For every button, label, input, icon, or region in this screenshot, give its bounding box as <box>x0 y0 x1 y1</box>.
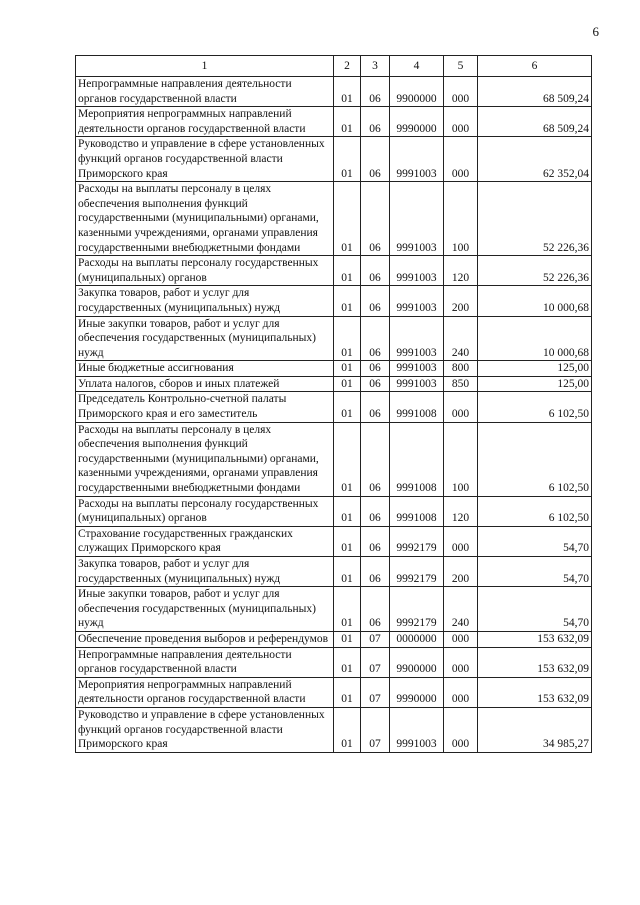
row-subsection: 06 <box>361 496 390 526</box>
table-row <box>76 631 592 647</box>
row-amount: 52 226,36 <box>478 182 592 256</box>
table-row <box>76 316 592 361</box>
row-target-article: 9990000 <box>390 107 444 137</box>
table-row <box>76 286 592 316</box>
column-header: 3 <box>361 56 390 77</box>
column-header: 6 <box>478 56 592 77</box>
table-row <box>76 496 592 526</box>
row-amount: 54,70 <box>478 526 592 556</box>
row-section: 01 <box>334 316 361 361</box>
row-name: Руководство и управление в сфере установленных функций органов государственной власти Приморского края <box>76 707 334 752</box>
row-target-article: 9900000 <box>390 77 444 107</box>
row-subsection: 06 <box>361 107 390 137</box>
row-target-article: 9991003 <box>390 316 444 361</box>
row-amount: 62 352,04 <box>478 137 592 182</box>
row-name: Обеспечение проведения выборов и референдумов <box>76 631 334 647</box>
table-row <box>76 392 592 422</box>
row-subsection: 06 <box>361 557 390 587</box>
row-name: Закупка товаров, работ и услуг для государственных (муниципальных) нужд <box>76 557 334 587</box>
row-target-article: 9900000 <box>390 647 444 677</box>
row-section: 01 <box>334 496 361 526</box>
row-amount: 68 509,24 <box>478 77 592 107</box>
row-section: 01 <box>334 526 361 556</box>
row-expense-type: 000 <box>444 707 478 752</box>
row-section: 01 <box>334 422 361 496</box>
row-expense-type: 000 <box>444 392 478 422</box>
row-subsection: 06 <box>361 182 390 256</box>
row-subsection: 06 <box>361 316 390 361</box>
row-expense-type: 850 <box>444 376 478 392</box>
row-target-article: 9991003 <box>390 286 444 316</box>
row-name: Страхование государственных гражданских служащих Приморского края <box>76 526 334 556</box>
row-expense-type: 240 <box>444 316 478 361</box>
row-expense-type: 200 <box>444 557 478 587</box>
row-amount: 68 509,24 <box>478 107 592 137</box>
row-target-article: 9991003 <box>390 707 444 752</box>
row-amount: 54,70 <box>478 557 592 587</box>
table-row <box>76 587 592 632</box>
table-row <box>76 647 592 677</box>
table-row <box>76 376 592 392</box>
row-amount: 34 985,27 <box>478 707 592 752</box>
row-subsection: 06 <box>361 361 390 377</box>
row-expense-type: 240 <box>444 587 478 632</box>
row-subsection: 07 <box>361 647 390 677</box>
row-subsection: 07 <box>361 677 390 707</box>
column-header: 5 <box>444 56 478 77</box>
row-section: 01 <box>334 107 361 137</box>
row-subsection: 06 <box>361 422 390 496</box>
row-amount: 6 102,50 <box>478 392 592 422</box>
row-expense-type: 000 <box>444 647 478 677</box>
row-name: Непрограммные направления деятельности органов государственной власти <box>76 77 334 107</box>
table-row <box>76 77 592 107</box>
table-row <box>76 107 592 137</box>
row-section: 01 <box>334 256 361 286</box>
row-subsection: 06 <box>361 137 390 182</box>
row-amount: 6 102,50 <box>478 422 592 496</box>
table-row <box>76 557 592 587</box>
row-section: 01 <box>334 557 361 587</box>
row-name: Непрограммные направления деятельности органов государственной власти <box>76 647 334 677</box>
row-section: 01 <box>334 631 361 647</box>
row-subsection: 06 <box>361 286 390 316</box>
row-amount: 125,00 <box>478 361 592 377</box>
row-target-article: 9991003 <box>390 182 444 256</box>
row-expense-type: 000 <box>444 677 478 707</box>
row-subsection: 06 <box>361 526 390 556</box>
row-target-article: 9991003 <box>390 137 444 182</box>
row-expense-type: 800 <box>444 361 478 377</box>
row-name: Мероприятия непрограммных направлений деятельности органов государственной власти <box>76 107 334 137</box>
row-section: 01 <box>334 137 361 182</box>
row-target-article: 9991008 <box>390 496 444 526</box>
column-header: 4 <box>390 56 444 77</box>
row-name: Расходы на выплаты персоналу государственных (муниципальных) органов <box>76 256 334 286</box>
table-row <box>76 361 592 377</box>
row-subsection: 07 <box>361 707 390 752</box>
table-header-row <box>76 56 592 77</box>
row-subsection: 06 <box>361 392 390 422</box>
row-target-article: 9992179 <box>390 526 444 556</box>
table-row <box>76 677 592 707</box>
row-expense-type: 000 <box>444 631 478 647</box>
row-section: 01 <box>334 182 361 256</box>
row-expense-type: 200 <box>444 286 478 316</box>
row-expense-type: 100 <box>444 422 478 496</box>
row-subsection: 06 <box>361 256 390 286</box>
row-name: Закупка товаров, работ и услуг для государственных (муниципальных) нужд <box>76 286 334 316</box>
row-amount: 52 226,36 <box>478 256 592 286</box>
row-section: 01 <box>334 587 361 632</box>
row-section: 01 <box>334 77 361 107</box>
row-target-article: 9991003 <box>390 376 444 392</box>
row-amount: 153 632,09 <box>478 647 592 677</box>
row-section: 01 <box>334 286 361 316</box>
table-row <box>76 422 592 496</box>
row-subsection: 06 <box>361 376 390 392</box>
row-expense-type: 100 <box>444 182 478 256</box>
row-name: Руководство и управление в сфере установленных функций органов государственной власти Приморского края <box>76 137 334 182</box>
column-header: 2 <box>334 56 361 77</box>
row-section: 01 <box>334 392 361 422</box>
row-name: Иные бюджетные ассигнования <box>76 361 334 377</box>
row-section: 01 <box>334 376 361 392</box>
table-row <box>76 182 592 256</box>
row-name: Уплата налогов, сборов и иных платежей <box>76 376 334 392</box>
row-amount: 153 632,09 <box>478 631 592 647</box>
table-row <box>76 526 592 556</box>
row-section: 01 <box>334 361 361 377</box>
row-amount: 10 000,68 <box>478 316 592 361</box>
table-row <box>76 256 592 286</box>
row-target-article: 9991008 <box>390 422 444 496</box>
row-expense-type: 000 <box>444 526 478 556</box>
row-target-article: 9991003 <box>390 361 444 377</box>
row-expense-type: 000 <box>444 77 478 107</box>
row-expense-type: 120 <box>444 496 478 526</box>
row-target-article: 9991003 <box>390 256 444 286</box>
row-target-article: 9990000 <box>390 677 444 707</box>
page-number: 6 <box>592 24 599 39</box>
row-amount: 10 000,68 <box>478 286 592 316</box>
row-name: Иные закупки товаров, работ и услуг для обеспечения государственных (муниципальных) нужд <box>76 587 334 632</box>
row-target-article: 0000000 <box>390 631 444 647</box>
table-row <box>76 137 592 182</box>
table-row <box>76 707 592 752</box>
row-section: 01 <box>334 677 361 707</box>
column-header: 1 <box>76 56 334 77</box>
row-name: Расходы на выплаты персоналу в целях обеспечения выполнения функций государственными (муниципальными) органами, казенными учреждениями, органами управления государственными внебюджетными фондами <box>76 422 334 496</box>
row-amount: 153 632,09 <box>478 677 592 707</box>
row-name: Председатель Контрольно-счетной палаты Приморского края и его заместитель <box>76 392 334 422</box>
row-subsection: 06 <box>361 587 390 632</box>
row-target-article: 9992179 <box>390 557 444 587</box>
row-amount: 6 102,50 <box>478 496 592 526</box>
row-amount: 125,00 <box>478 376 592 392</box>
row-section: 01 <box>334 647 361 677</box>
row-section: 01 <box>334 707 361 752</box>
row-name: Мероприятия непрограммных направлений деятельности органов государственной власти <box>76 677 334 707</box>
row-target-article: 9991008 <box>390 392 444 422</box>
row-name: Расходы на выплаты персоналу государственных (муниципальных) органов <box>76 496 334 526</box>
row-expense-type: 120 <box>444 256 478 286</box>
row-subsection: 07 <box>361 631 390 647</box>
row-target-article: 9992179 <box>390 587 444 632</box>
row-name: Иные закупки товаров, работ и услуг для обеспечения государственных (муниципальных) нужд <box>76 316 334 361</box>
row-expense-type: 000 <box>444 137 478 182</box>
budget-table <box>75 55 592 753</box>
row-name: Расходы на выплаты персоналу в целях обеспечения выполнения функций государственными (муниципальными) органами, казенными учреждениями, органами управления государственными внебюджетными фондами <box>76 182 334 256</box>
row-expense-type: 000 <box>444 107 478 137</box>
row-amount: 54,70 <box>478 587 592 632</box>
row-subsection: 06 <box>361 77 390 107</box>
